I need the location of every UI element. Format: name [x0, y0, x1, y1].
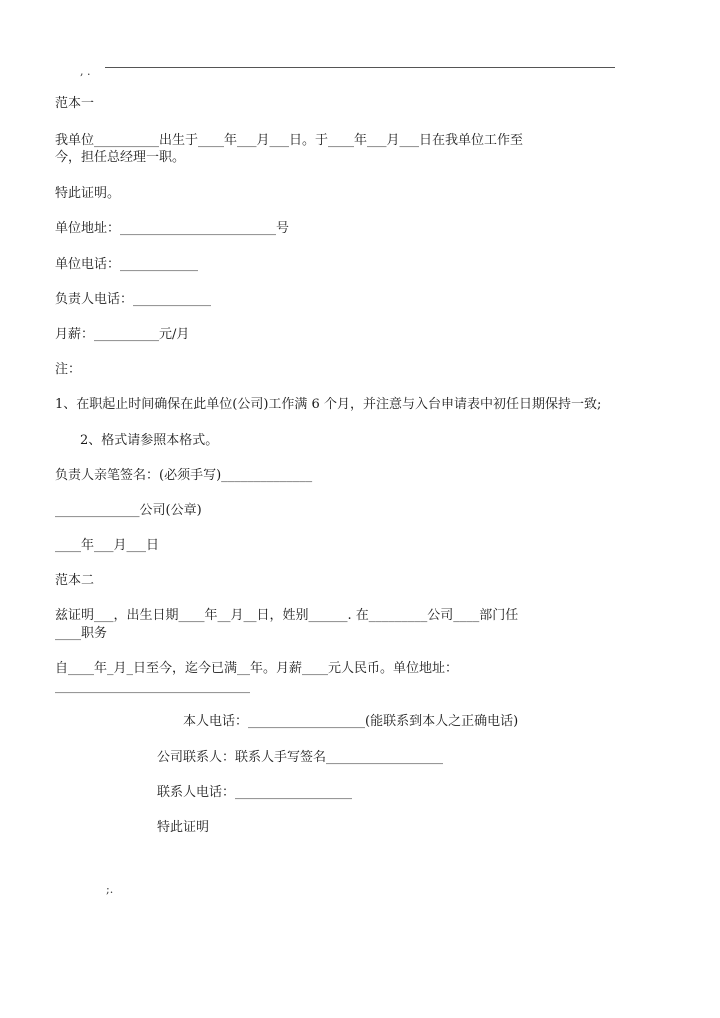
template1-note-label: 注： — [55, 362, 82, 377]
template1-line2: 今，担任总经理一职。 — [55, 150, 186, 165]
template1-note2: 2、格式请参照本格式。 — [80, 433, 219, 448]
template2-self-phone: 本人电话：__________________(能联系到本人之正确电话) — [183, 714, 519, 729]
template1-signature: 负责人亲笔签名：(必须手写)______________ — [55, 468, 313, 483]
header-marker: , . — [80, 65, 91, 78]
template2-line1: 兹证明___，出生日期____年__月__日，姓别______. 在_________公司____部门任 — [55, 608, 519, 623]
template2-contact-phone: 联系人电话：__________________ — [157, 785, 353, 800]
template2-line2: ____职务 — [55, 626, 108, 641]
template1-special: 特此证明。 — [55, 186, 121, 201]
template1-date: ____年___月___日 — [55, 538, 160, 553]
template2-company-contact: 公司联系人：联系人手写签名__________________ — [157, 750, 444, 765]
template1-company-seal: _____________公司(公章) — [55, 503, 202, 518]
template1-title: 范本一 — [55, 96, 95, 111]
template1-address: 单位地址：________________________号 — [55, 221, 290, 236]
footer-marker: ;. — [106, 883, 114, 896]
template1-line1: 我单位__________出生于____年___月___日。于____年___月___日在我单位工作至 — [55, 133, 524, 148]
template2-line4: ______________________________ — [55, 679, 250, 694]
template1-note1: 1、在职起止时间确保在此单位(公司)工作满 6 个月，并注意与入台申请表中初任日期保持一致; — [55, 397, 602, 412]
header-rule — [105, 67, 615, 68]
template1-phone: 单位电话：____________ — [55, 257, 199, 272]
template2-special: 特此证明 — [157, 820, 210, 835]
template2-title: 范本二 — [55, 573, 95, 588]
template2-line3: 自____年_月_日至今，迄今已满__年。月薪____元人民币。单位地址： — [55, 661, 459, 676]
template1-manager-phone: 负责人电话：____________ — [55, 292, 212, 307]
template1-salary: 月薪：__________元/月 — [55, 327, 190, 342]
